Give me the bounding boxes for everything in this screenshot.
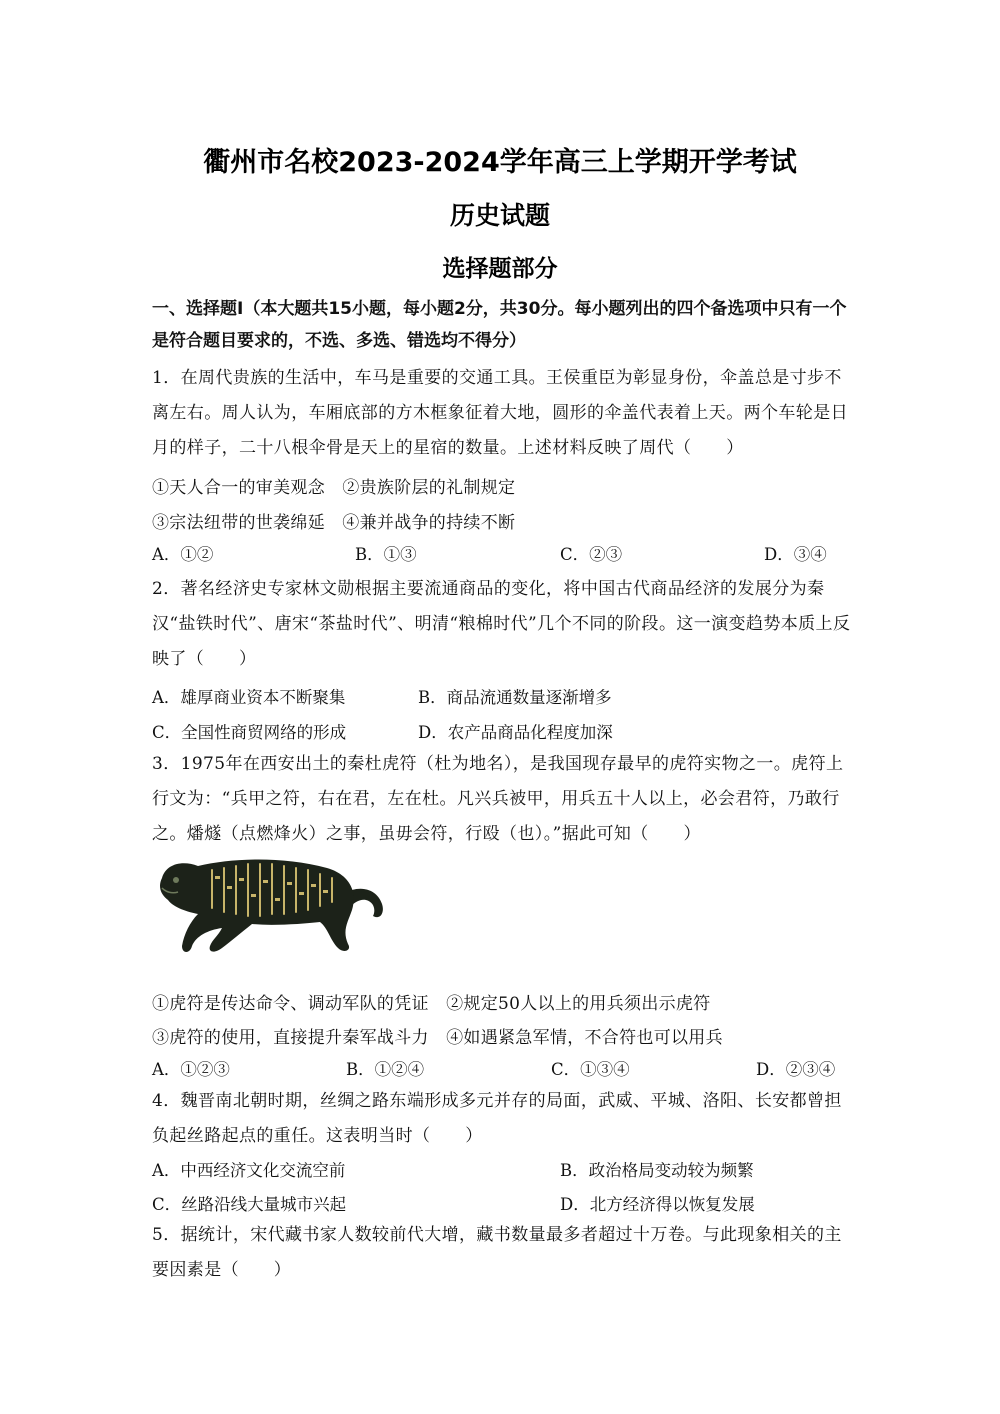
question-1-stem: 1．在周代贵族的生活中，车马是重要的交通工具。王侯重臣为彰显身份，伞盖总是寸步不离左右。周人认为，车厢底部的方木框象征着大地，圆形的伞盖代表着上天。两个车轮是日月的样子，二十八根伞骨是天上的星宿的数量。上述材料反映了周代（ ）	[152, 368, 848, 458]
tiger-tally-image	[152, 850, 387, 960]
question-1-option-c: C．②③	[560, 545, 623, 564]
question-1-option-d: D．③④	[764, 545, 827, 564]
question-3-option-c: C．①③④	[551, 1060, 630, 1079]
question-1-item-1: ①天人合一的审美观念 ②贵族阶层的礼制规定	[152, 478, 516, 498]
question-3-option-b: B．①②④	[346, 1060, 425, 1079]
exam-title: 衢州市名校2023-2024学年高三上学期开学考试	[203, 147, 797, 178]
question-2-option-a: A．雄厚商业资本不断聚集	[152, 688, 346, 707]
question-2-option-c: C．全国性商贸网络的形成	[152, 723, 347, 742]
question-2-stem: 2．著名经济史专家林文勋根据主要流通商品的变化，将中国古代商品经济的发展分为秦汉“盐铁时代”、唐宋“茶盐时代”、明清“粮棉时代”几个不同的阶段。这一演变趋势本质上反映了（ ）	[152, 579, 851, 669]
question-4-option-c: C．丝路沿线大量城市兴起	[152, 1195, 347, 1214]
question-4-stem: 4．魏晋南北朝时期，丝绸之路东端形成多元并存的局面，武威、平城、洛阳、长安都曾担负起丝路起点的重任。这表明当时（ ）	[152, 1091, 842, 1146]
question-3-stem: 3．1975年在西安出土的秦杜虎符（杜为地名），是我国现存最早的虎符实物之一。虎符上行文为：“兵甲之符，右在君，左在杜。凡兴兵被甲，用兵五十人以上，必会君符，乃敢行之。燔燧（点燃烽火）之事，虽毋会符，行殴（也）。”据此可知（ ）	[152, 754, 844, 844]
question-5-stem: 5．据统计，宋代藏书家人数较前代大增，藏书数量最多者超过十万卷。与此现象相关的主要因素是（ ）	[152, 1225, 842, 1280]
question-4-option-b: B．政治格局变动较为频繁	[560, 1161, 754, 1180]
question-2-option-d: D．农产品商品化程度加深	[418, 723, 613, 742]
question-2-option-b: B．商品流通数量逐渐增多	[418, 688, 612, 707]
question-1-option-b: B．①③	[355, 545, 417, 564]
question-4-option-a: A．中西经济文化交流空前	[152, 1161, 346, 1180]
question-3-item-2: ③虎符的使用，直接提升秦军战斗力 ④如遇紧急军情，不合符也可以用兵	[152, 1028, 723, 1048]
question-3-item-1: ①虎符是传达命令、调动军队的凭证 ②规定50人以上的用兵须出示虎符	[152, 994, 711, 1014]
section-instructions: 一、选择题Ⅰ（本大题共15小题，每小题2分，共30分。每小题列出的四个备选项中只有一个是符合题目要求的，不选、多选、错选均不得分）	[152, 299, 847, 351]
part-title: 选择题部分	[442, 256, 558, 282]
question-1-item-2: ③宗法纽带的世袭绵延 ④兼并战争的持续不断	[152, 513, 516, 533]
question-4-option-d: D．北方经济得以恢复发展	[560, 1195, 755, 1214]
tiger-tally-figure	[160, 860, 383, 953]
subject-title: 历史试题	[449, 201, 550, 230]
question-3-option-d: D．②③④	[756, 1060, 836, 1079]
question-3-option-a: A．①②③	[152, 1060, 230, 1079]
question-1-option-a: A．①②	[152, 545, 214, 564]
